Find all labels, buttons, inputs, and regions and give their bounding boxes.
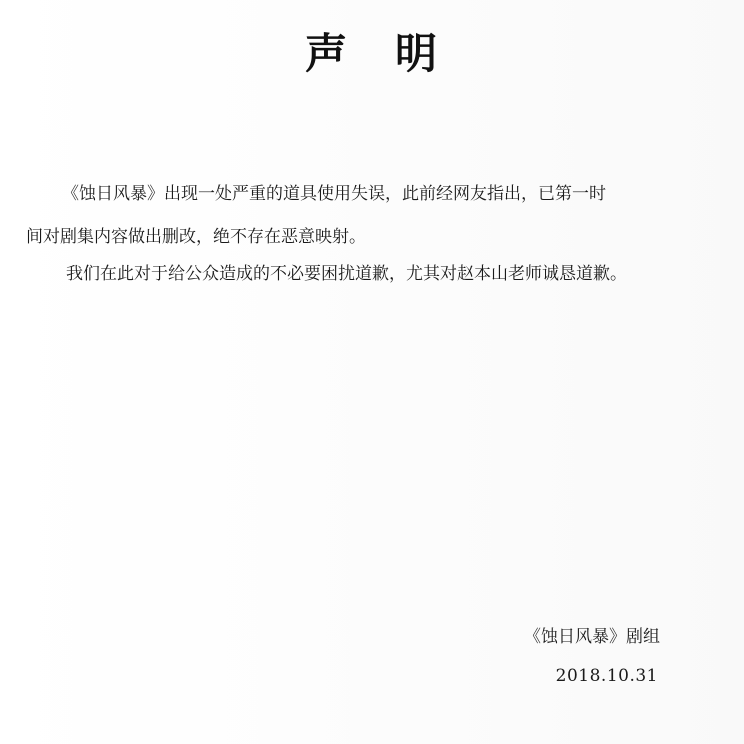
paragraph-1-line-2: 间对剧集内容做出删改，绝不存在恶意映射。 <box>26 227 366 247</box>
document-title <box>0 26 744 82</box>
paragraph-1-line-1: 《蚀日风暴》出现一处严重的道具使用失误，此前经网友指出，已第一时 <box>62 184 606 204</box>
date: 2018.10.31 <box>555 666 658 686</box>
title-char-1: 声 <box>304 29 349 78</box>
title-char-2: 明 <box>395 29 440 78</box>
signature: 《蚀日风暴》剧组 <box>524 627 660 647</box>
paragraph-2: 我们在此对于给公众造成的不必要困扰道歉，尤其对赵本山老师诚恳道歉。 <box>66 264 627 284</box>
